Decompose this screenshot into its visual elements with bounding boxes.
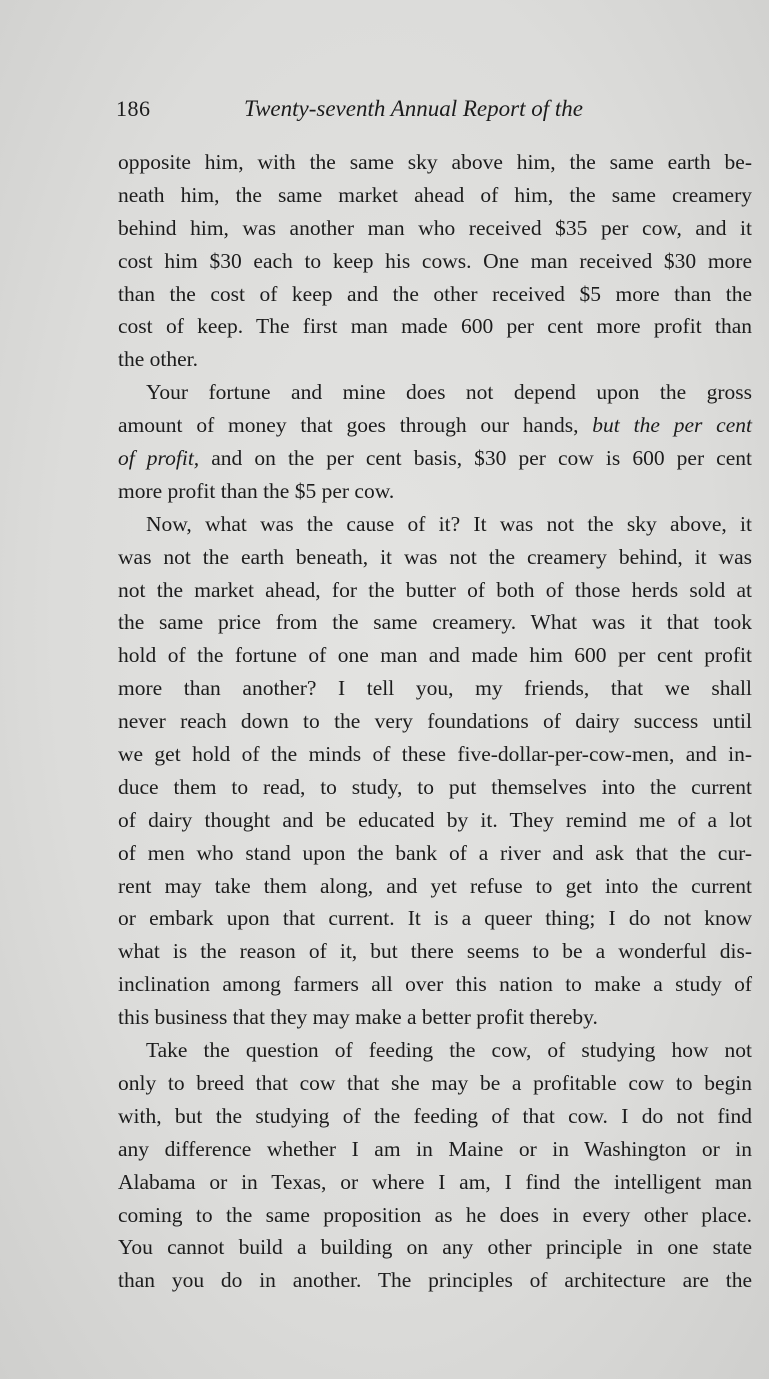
text-line: we get hold of the minds of these five-dollar-per-cow-men, and in- xyxy=(118,742,752,767)
text-line: was not the earth beneath, it was not the creamery behind, it was xyxy=(118,544,752,569)
text-line: coming to the same proposition as he does in every other place. xyxy=(118,1202,752,1227)
text-line: more than another? I tell you, my friends, that we shall xyxy=(118,676,752,701)
text-line: opposite him, with the same sky above him, the same earth be- xyxy=(118,150,752,174)
page-header xyxy=(116,96,636,136)
text-line xyxy=(118,409,752,442)
text-line: of men who stand upon the bank of a river and ask that the cur- xyxy=(118,840,752,865)
text-segment: and on the per cent basis, $30 per cow is 600 per cent xyxy=(211,446,752,471)
paragraph xyxy=(118,508,752,1034)
text-line: hold of the fortune of one man and made him 600 per cent profit xyxy=(118,643,752,668)
text-line: than the cost of keep and the other received $5 more than the xyxy=(118,281,752,306)
text-line: more profit than the $5 per cow. xyxy=(118,478,395,503)
paragraph xyxy=(118,376,752,508)
text-line: the same price from the same creamery. What was it that took xyxy=(118,610,752,635)
text-line: what is the reason of it, but there seems to be a wonderful dis- xyxy=(118,939,752,964)
text-line: neath him, the same market ahead of him, the same creamery xyxy=(118,182,752,207)
text-line: Alabama or in Texas, or where I am, I find the intelligent man xyxy=(118,1169,752,1194)
paragraph xyxy=(118,146,752,376)
text-line xyxy=(118,442,752,475)
italic-phrase: of profit, xyxy=(118,446,200,471)
running-head: Twenty-seventh Annual Report of the xyxy=(244,96,583,121)
text-line: Your fortune and mine does not depend upon the gross xyxy=(146,380,752,405)
text-line: behind him, was another man who received $35 per cow, and it xyxy=(118,215,752,240)
text-line: Now, what was the cause of it? It was not the sky above, it xyxy=(146,511,752,536)
text-line: with, but the studying of the feeding of that cow. I do not find xyxy=(118,1103,752,1128)
text-line: only to breed that cow that she may be a profitable cow to begin xyxy=(118,1070,752,1095)
text-line: You cannot build a building on any other principle in one state xyxy=(118,1235,752,1260)
page-number: 186 xyxy=(116,96,151,121)
text-line: any difference whether I am in Maine or in Washington or in xyxy=(118,1136,752,1161)
text-line: not the market ahead, for the butter of both of those herds sold at xyxy=(118,577,752,602)
text-line: or embark upon that current. It is a queer thing; I do not know xyxy=(118,906,752,931)
text-line: than you do in another. The principles of architecture are the xyxy=(118,1268,752,1293)
text-line: duce them to read, to study, to put themselves into the current xyxy=(118,774,752,799)
text-line: this business that they may make a better profit thereby. xyxy=(118,1005,598,1030)
text-line: cost him $30 each to keep his cows. One man received $30 more xyxy=(118,248,752,273)
italic-phrase: but the per cent xyxy=(592,413,752,438)
text-line: rent may take them along, and yet refuse to get into the current xyxy=(118,873,752,898)
text-line: never reach down to the very foundations of dairy success until xyxy=(118,709,752,734)
text-line: the other. xyxy=(118,347,199,372)
text-line: inclination among farmers all over this nation to make a study of xyxy=(118,972,752,997)
text-segment: amount of money that goes through our hands, xyxy=(118,413,579,438)
text-line: cost of keep. The first man made 600 per cent more profit than xyxy=(118,314,752,339)
text-line: of dairy thought and be educated by it. They remind me of a lot xyxy=(118,807,752,832)
body-text xyxy=(118,146,752,1297)
text-line: Take the question of feeding the cow, of studying how not xyxy=(146,1038,752,1063)
paragraph xyxy=(118,1034,752,1297)
